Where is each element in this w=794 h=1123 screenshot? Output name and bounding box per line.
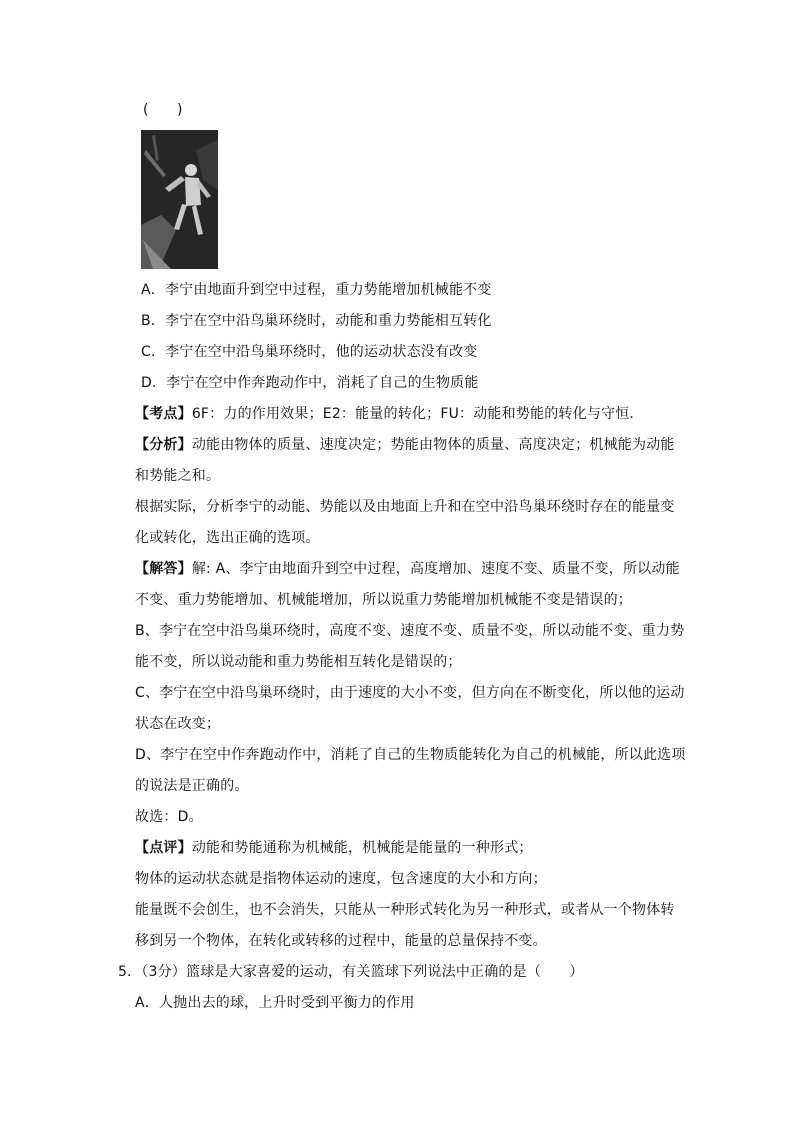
dianping-line: 能量既不会创生，也不会消失，只能从一种形式转化为另一种形式，或者从一个物体转 xyxy=(135,902,675,918)
option-c: C．李宁在空中沿鸟巢环绕时，他的运动状态没有改变 xyxy=(141,344,478,360)
athlete-figure-icon xyxy=(141,130,218,269)
dianping-line: 动能和势能通称为机械能，机械能是能量的一种形式； xyxy=(191,840,533,856)
option-d: D．李宁在空中作奔跑动作中，消耗了自己的生物质能 xyxy=(141,375,479,391)
fenxi-line: 根据实际，分析李宁的动能、势能以及由地面上升和在空中沿鸟巢环绕时存在的能量变 xyxy=(135,499,675,515)
jieda-line: 能不变，所以说动能和重力势能相互转化是错误的； xyxy=(135,654,462,670)
dianping-line: 移到另一个物体，在转化或转移的过程中，能量的总量保持不变。 xyxy=(135,933,547,949)
fenxi-line: 动能由物体的质量、速度决定；势能由物体的质量、高度决定；机械能为动能 xyxy=(191,437,675,453)
jieda-line: 的说法是正确的。 xyxy=(135,778,249,794)
fenxi-row xyxy=(135,435,675,455)
dianping-tag: 【点评】 xyxy=(135,840,192,856)
fenxi-line: 化或转化，选出正确的选项。 xyxy=(135,530,320,546)
jieda-answer: 故选：D。 xyxy=(135,809,203,825)
jieda-line: B、李宁在空中沿鸟巢环绕时，高度不变、速度不变、质量不变，所以动能不变、重力势 xyxy=(135,623,685,639)
question5-stem: 5．（3分）篮球是大家喜爱的运动，有关篮球下列说法中正确的是（ ） xyxy=(118,964,584,980)
kaodian-row xyxy=(135,404,644,424)
jieda-row xyxy=(135,559,680,579)
fenxi-tag: 【分析】 xyxy=(135,437,192,453)
kaodian-tag: 【考点】 xyxy=(135,406,192,422)
fenxi-line: 和势能之和。 xyxy=(135,468,221,484)
jieda-line: C、李宁在空中沿鸟巢环绕时，由于速度的大小不变，但方向在不断变化，所以他的运动 xyxy=(135,685,685,701)
jieda-line: 状态在改变； xyxy=(135,716,221,732)
jieda-line: 解: A、李宁由地面升到空中过程，高度增加、速度不变、质量不变，所以动能 xyxy=(191,561,680,577)
dianping-row xyxy=(135,838,533,858)
option-a: A．李宁由地面升到空中过程，重力势能增加机械能不变 xyxy=(141,282,492,298)
jieda-tag: 【解答】 xyxy=(135,561,192,577)
athlete-photo xyxy=(141,130,218,269)
dianping-line: 物体的运动状态就是指物体运动的速度，包含速度的大小和方向； xyxy=(135,871,547,887)
answer-paren: ( ) xyxy=(143,102,183,118)
jieda-line: 不变、重力势能增加、机械能增加，所以说重力势能增加机械能不变是错误的； xyxy=(135,592,632,608)
question5-option-a: A．人抛出去的球，上升时受到平衡力的作用 xyxy=(135,995,415,1011)
option-b: B．李宁在空中沿鸟巢环绕时，动能和重力势能相互转化 xyxy=(141,313,492,329)
jieda-line: D、李宁在空中作奔跑动作中，消耗了自己的生物质能转化为自己的机械能，所以此选项 xyxy=(135,747,686,763)
kaodian-text: 6F：力的作用效果；E2：能量的转化；FU：动能和势能的转化与守恒． xyxy=(191,406,644,422)
